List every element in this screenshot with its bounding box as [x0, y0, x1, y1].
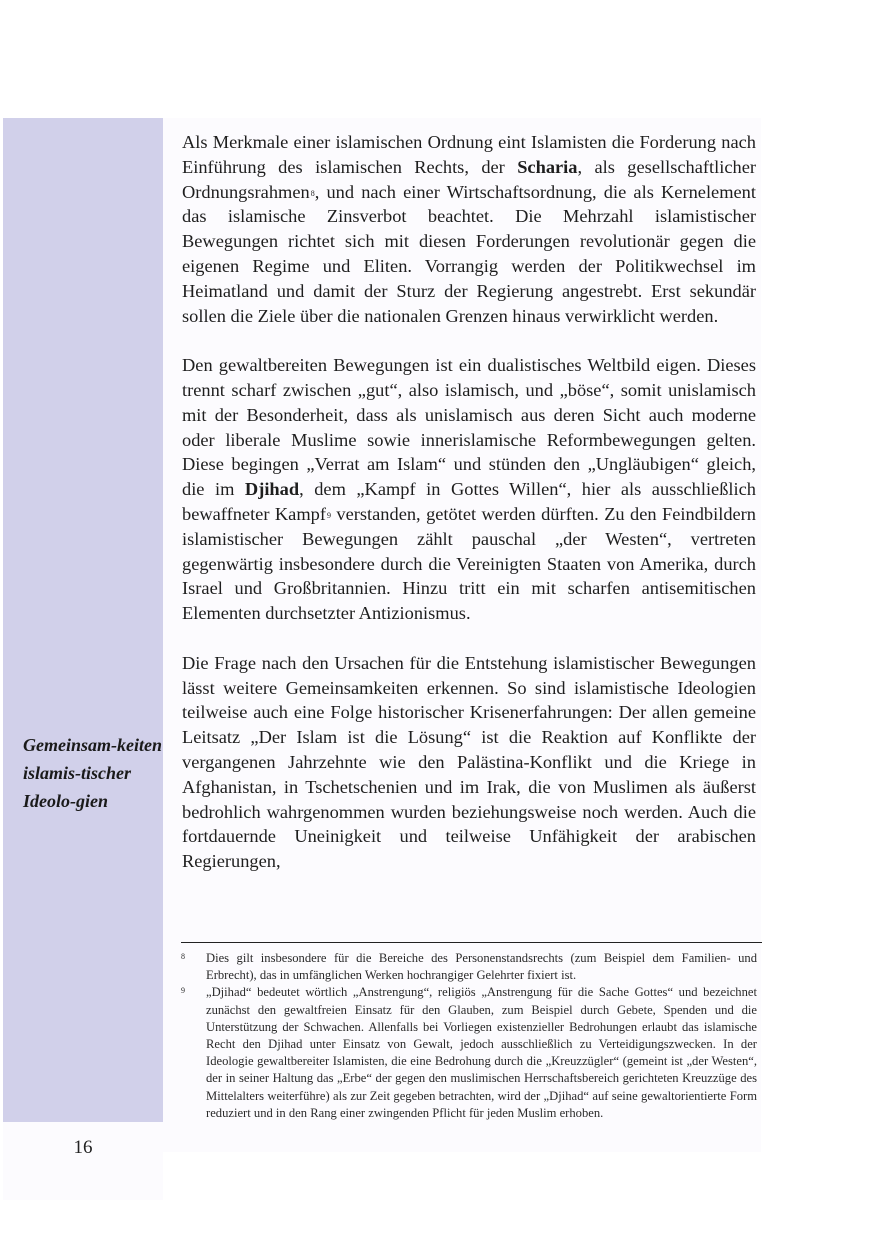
paragraph-3: Die Frage nach den Ursachen für die Entstehung islamistischer Bewegungen lässt weitere Gemeinsamkeiten erkennen. So sind islamistische Ideologien teilweise auch eine Folge historischer Krisenerfahrungen: Der allen gemeine Leitsatz „Der Islam ist die Lösung“ ist die Reaktion auf Konflikte der vergangenen Jahrzehnte wie den Palästina-Konflikt und die Kriege in Afghanistan, in Tschetschenien und im Irak, die von Muslimen als äußerst bedrohlich wahrgenommen wurden beziehungsweise noch werden. Auch die fortdauernde Uneinigkeit und teilweise Unfähigkeit der arabischen Regierungen, [182, 652, 756, 872]
footnote-ref-9[interactable]: 9 [326, 510, 331, 520]
footnote-text: Dies gilt insbesondere für die Bereiche des Personenstandsrechts (zum Beispiel dem Familien- und Erbrecht), das in umfänglichen Werken hochrangiger Gelehrter fixiert ist. [206, 951, 757, 983]
paragraph-1: Als Merkmale einer islamischen Ordnung eint Islamisten die Forderung nach Einführung des islamischen Rechts, der Scharia, als gesellschaftlicher Ordnungsrahmen$^8$, und nach einer Wirtschaftsordnung, die als Kernelement das islamische Zinsverbot beachtet. Die Mehrzahl islamistischer Bewegungen richtet sich mit diesen Forderungen revolutionär gegen die eigenen Regime und Eliten. Vorrangig werden der Politikwechsel im Heimatland und damit der Sturz der Regierung angestrebt. Erst sekundär sollen die Ziele über die nationalen Grenzen hinaus verwirklicht werden. [182, 132, 756, 326]
body-text [182, 130, 756, 874]
term-djihad: Djihad [244, 479, 300, 500]
page-number-area [3, 1122, 163, 1200]
footnote-text: „Djihad“ bedeutet wörtlich „Anstrengung“, religiös „Anstrengung für die Sache Gottes“ und bezeichnet zunächst den gewaltfreien Einsatz für den Glauben, zum Beispiel durch Gebete, Spenden und die Unterstützung der Schwachen. Allenfalls bei Vorliegen existenzieller Bedrohungen erlaubt das islamische Recht den Djihad unter Einsatz von Gewalt, jedoch ausschließlich zu Verteidigungszwecken. In der Ideologie gewaltbereiter Islamisten, die eine Bedrohung durch die „Kreuzzügler“ (gemeint ist „der Westen“, der in seiner Haltung das „Erbe“ der gegen den muslimischen Herrschaftsbereich gerichteten Kreuzzüge des Mittelalters weiterführe) als zur Zeit gegeben betrachten, wird der „Djihad“ auf seine gewaltorientierte Form reduziert und in den Rang einer zwingenden Pflicht für jeden Muslim erhoben. [206, 985, 757, 1120]
footnote-9 [181, 984, 757, 1122]
footnote-number: 9 [181, 986, 185, 996]
footnote-number: 8 [181, 952, 185, 961]
footnotes [181, 950, 757, 1122]
footnote-divider [181, 942, 762, 943]
footnote-8 [181, 950, 757, 984]
term-scharia: Scharia [517, 156, 578, 177]
paragraph-2: Den gewaltbereiten Bewegungen ist ein dualistisches Weltbild eigen. Dieses trennt scharf zwischen „gut“, also islamisch, und „böse“, somit unislamisch mit der Besonderheit, dass als unislamisch aus deren Sicht auch moderne oder liberale Muslime sowie innerislamische Reformbewegungen gelten. Diese begingen „Verrat am Islam“ und stünden den „Ungläubigen“ gleich, die im Djihad, dem „Kampf in Gottes Willen“, hier als ausschließlich bewaffneter Kampf$^9$ verstanden, getötet werden dürften. Zu den Feindbildern islamistischer Bewegungen zählt pauschal „der Westen“, vertreten gegenwärtig insbesondere durch die Vereinigten Staaten von Amerika, durch Israel und Großbritannien. Hinzu tritt ein mit scharfen antisemitischen Elementen durchsetzter Antizionismus. [182, 355, 757, 624]
page-number: 16 [73, 1137, 93, 1158]
footnote-ref-8[interactable]: 8 [310, 188, 315, 198]
margin-column [3, 118, 163, 1122]
margin-note: Gemeinsam-keiten islamis-tischer Ideolo-gien [23, 735, 162, 811]
